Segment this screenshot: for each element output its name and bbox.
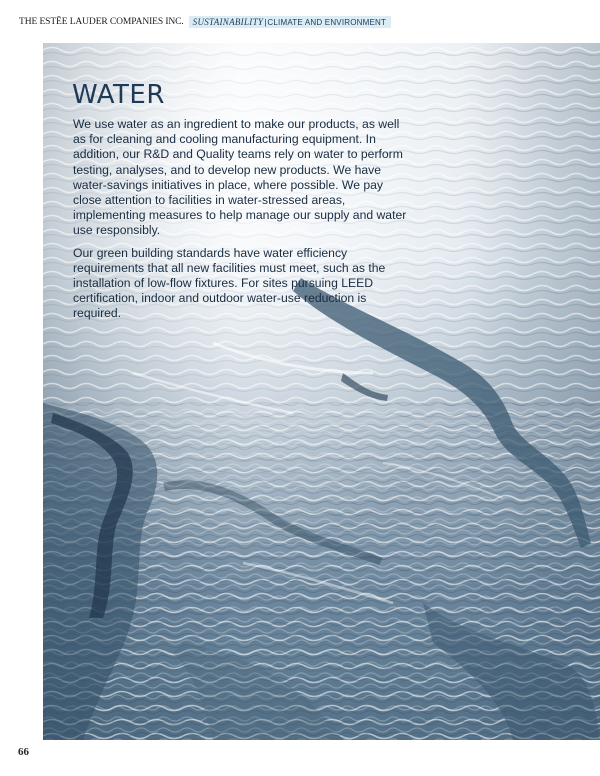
report-name: SUSTAINABILITY [192, 17, 264, 27]
company-name: THE ESTĒE LAUDER COMPANIES INC. [19, 17, 184, 27]
header-separator: | [264, 17, 267, 27]
body-paragraph: We use water as an ingredient to make our products, as well as for cleaning and cooling manufacturing equipment. In addition, our R&D and Quality teams rely on water to perform testing, analyses, and to develop new products. We have water-savings initiatives in place, where possible. We pay close attention to facilities in water-stressed areas, implementing measures to help manage our supply and water use responsibly. [73, 117, 407, 238]
article-title: WATER [72, 80, 165, 110]
section-band [189, 16, 391, 28]
body-paragraph: Our green building standards have water efficiency requirements that all new facilities must meet, such as the installation of low-flow fixtures. For sites pursuing LEED certification, indoor and outdoor water-use reduction is required. [73, 245, 386, 321]
section-name: CLIMATE AND ENVIRONMENT [267, 17, 387, 27]
page-number: 66 [18, 746, 29, 758]
article-body [73, 117, 408, 329]
page-header [19, 15, 391, 29]
